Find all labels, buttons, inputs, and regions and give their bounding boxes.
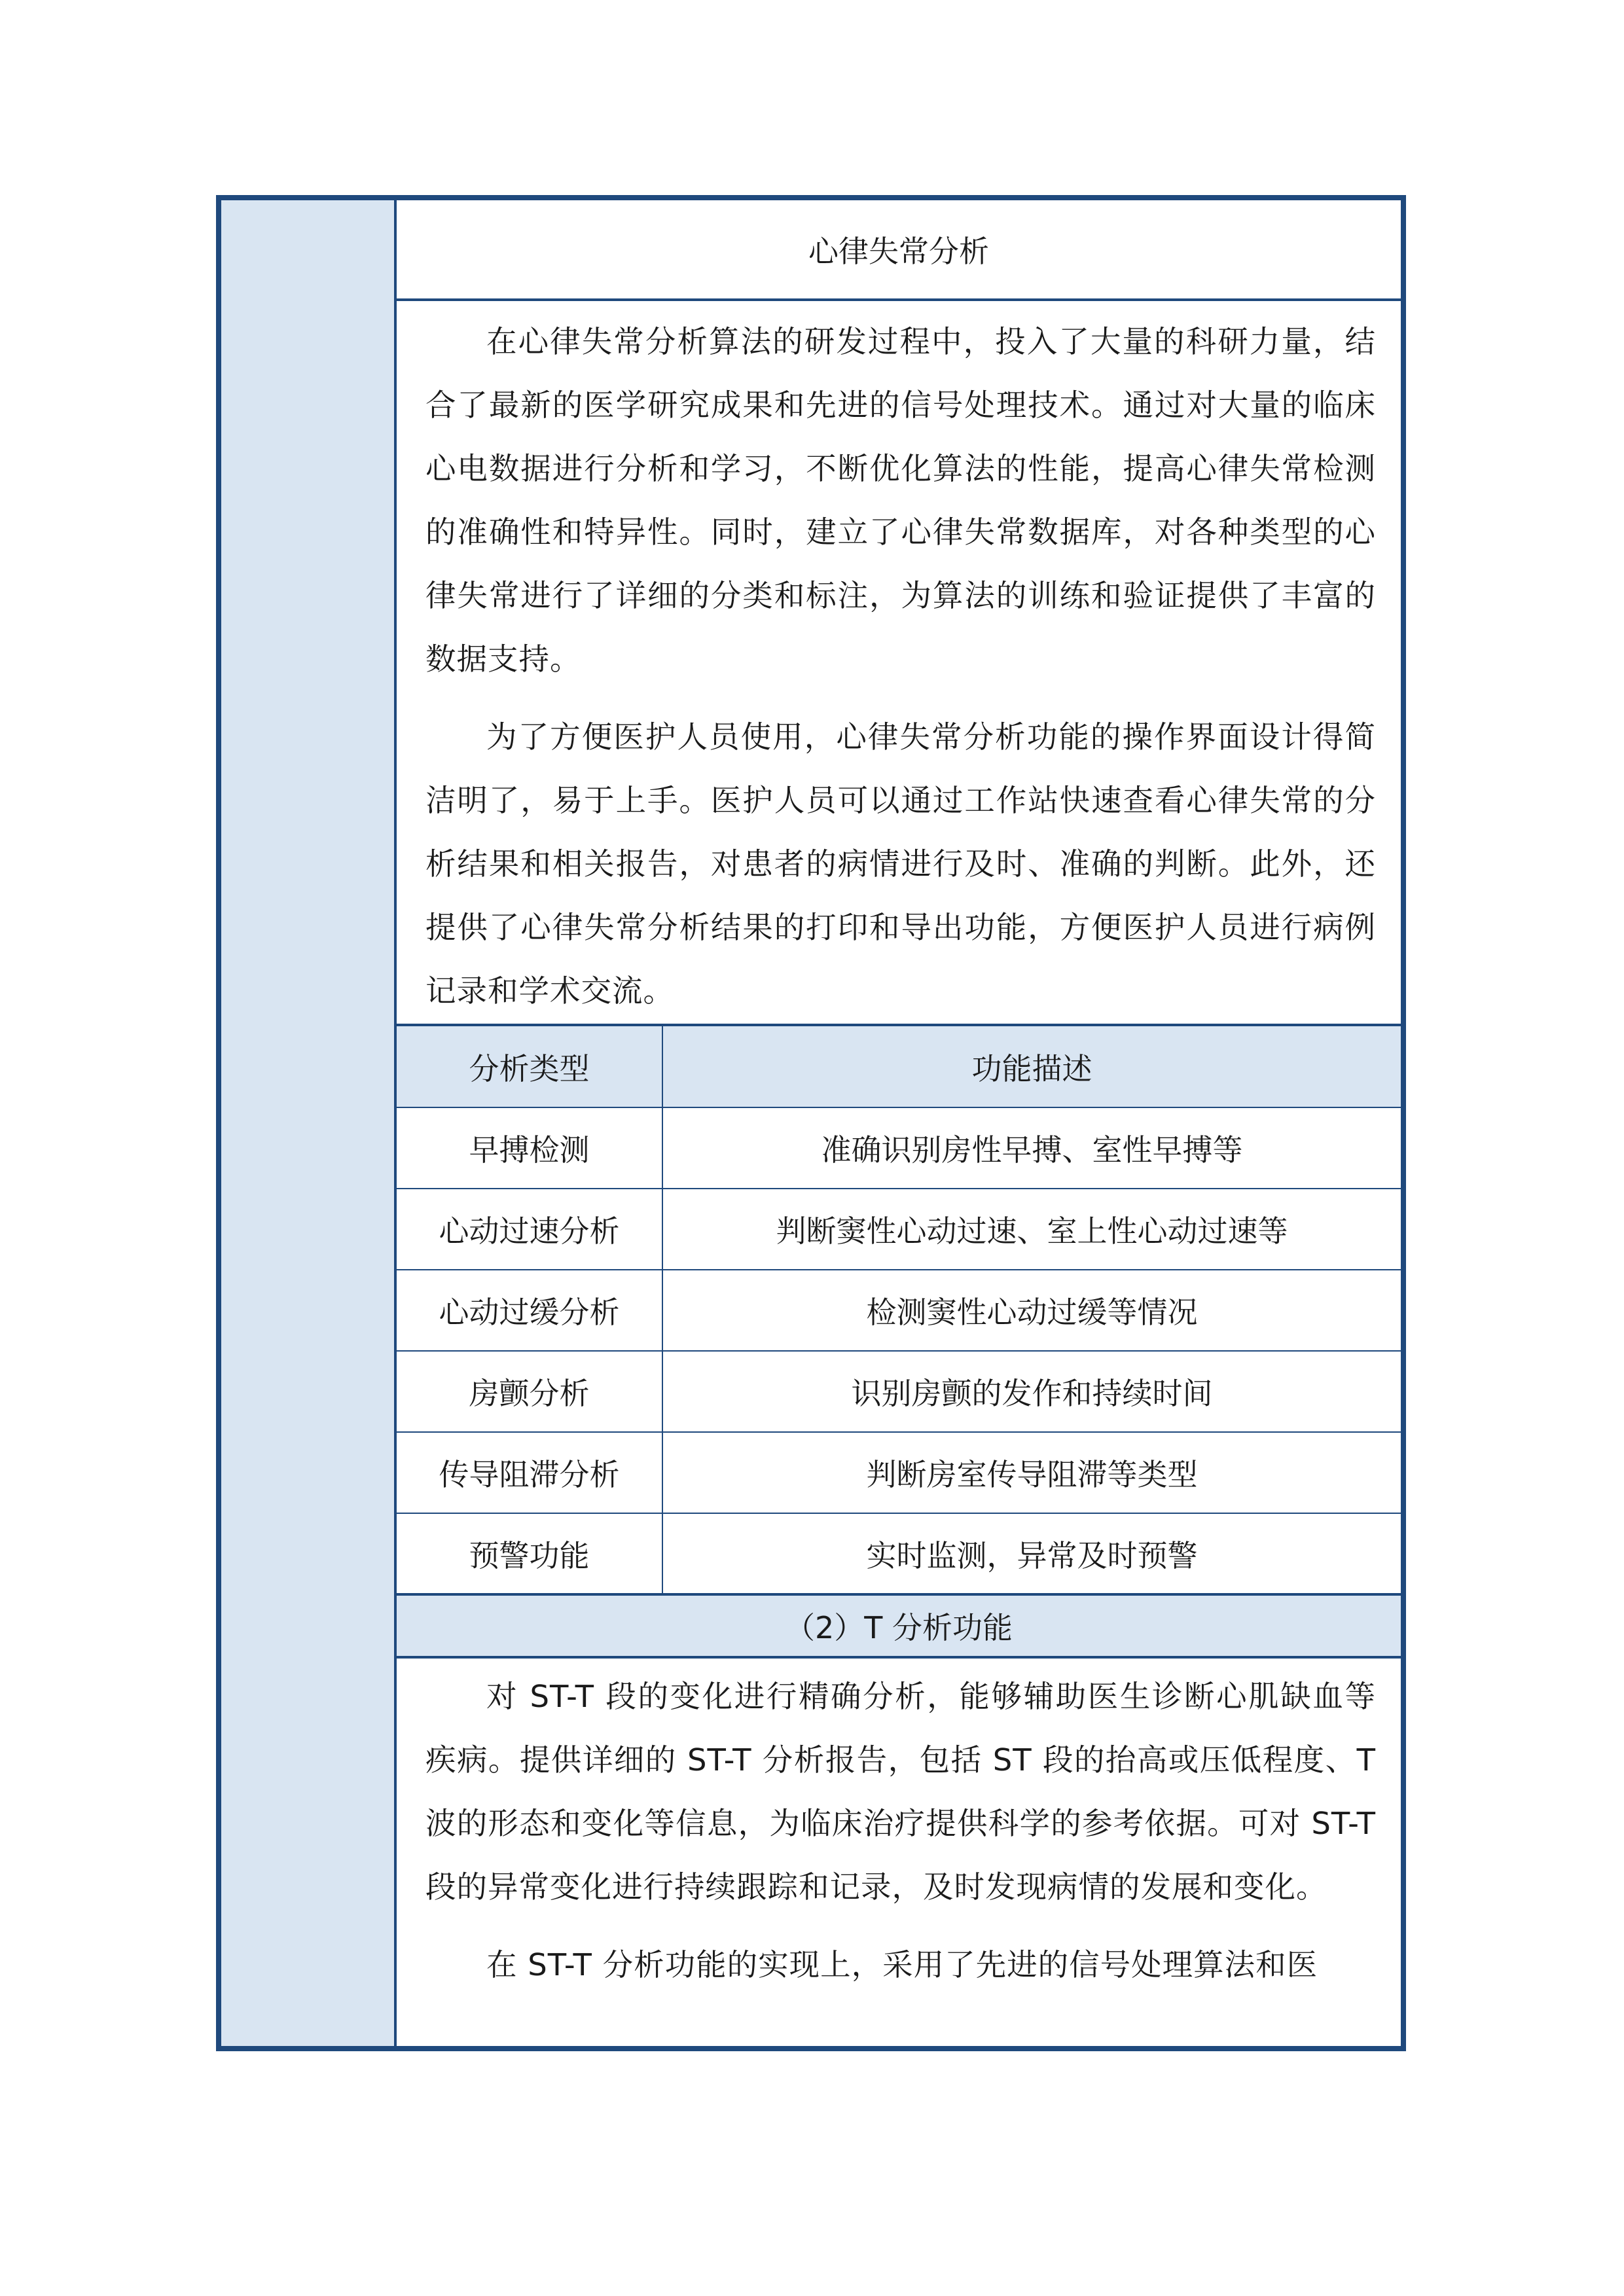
function-table: [397, 1026, 1401, 1596]
table-row: [397, 1432, 1401, 1513]
cell-description: 判断窦性心动过速、室上性心动过速等: [662, 1189, 1401, 1270]
cell-type: 预警功能: [397, 1513, 662, 1594]
cell-type: 心动过速分析: [397, 1189, 662, 1270]
cell-description: 判断房室传导阻滞等类型: [662, 1432, 1401, 1513]
header-analysis-type: 分析类型: [397, 1026, 662, 1107]
cell-description: 实时监测，异常及时预警: [662, 1513, 1401, 1594]
table-row: [397, 1351, 1401, 1432]
table-row: [397, 1107, 1401, 1189]
cell-description: 检测窦性心动过缓等情况: [662, 1270, 1401, 1351]
table-row: [397, 1270, 1401, 1351]
content-column: [397, 200, 1401, 2046]
table-row: [397, 1513, 1401, 1594]
cell-type: 传导阻滞分析: [397, 1432, 662, 1513]
subsection-title: （2）T 分析功能: [397, 1596, 1401, 1659]
cell-description: 识别房颤的发作和持续时间: [662, 1351, 1401, 1432]
cell-type: 心动过缓分析: [397, 1270, 662, 1351]
table-header-row: [397, 1026, 1401, 1107]
paragraph: 对 ST-T 段的变化进行精确分析，能够辅助医生诊断心肌缺血等疾病。提供详细的 ST-T 分析报告，包括 ST 段的抬高或压低程度、T 波的形态和变化等信息，为临床治疗提供科学的参考依据。可对 ST-T 段的异常变化进行持续跟踪和记录，及时发现病情的发展和变化。: [425, 1679, 1376, 1905]
paragraph: 在心律失常分析算法的研发过程中，投入了大量的科研力量，结合了最新的医学研究成果和先进的信号处理技术。通过对大量的临床心电数据进行分析和学习，不断优化算法的性能，提高心律失常检测的准确性和特异性。同时，建立了心律失常数据库，对各种类型的心律失常进行了详细的分类和标注，为算法的训练和验证提供了丰富的数据支持。: [425, 324, 1376, 677]
paragraph: 为了方便医护人员使用，心律失常分析功能的操作界面设计得简洁明了，易于上手。医护人员可以通过工作站快速查看心律失常的分析结果和相关报告，对患者的病情进行及时、准确的判断。此外，还提供了心律失常分析结果的打印和导出功能，方便医护人员进行病例记录和学术交流。: [425, 719, 1376, 1009]
section-body: [397, 301, 1401, 1026]
paragraph: 在 ST-T 分析功能的实现上，采用了先进的信号处理算法和医: [486, 1947, 1318, 1982]
section-title: 心律失常分析: [397, 200, 1401, 301]
cell-type: 房颤分析: [397, 1351, 662, 1432]
cell-description: 准确识别房性早搏、室性早搏等: [662, 1107, 1401, 1189]
subsection-body: [397, 1659, 1401, 2007]
sidebar-column: [221, 200, 397, 2046]
document-frame: [216, 195, 1406, 2051]
header-function-description: 功能描述: [662, 1026, 1401, 1107]
table-row: [397, 1189, 1401, 1270]
cell-type: 早搏检测: [397, 1107, 662, 1189]
